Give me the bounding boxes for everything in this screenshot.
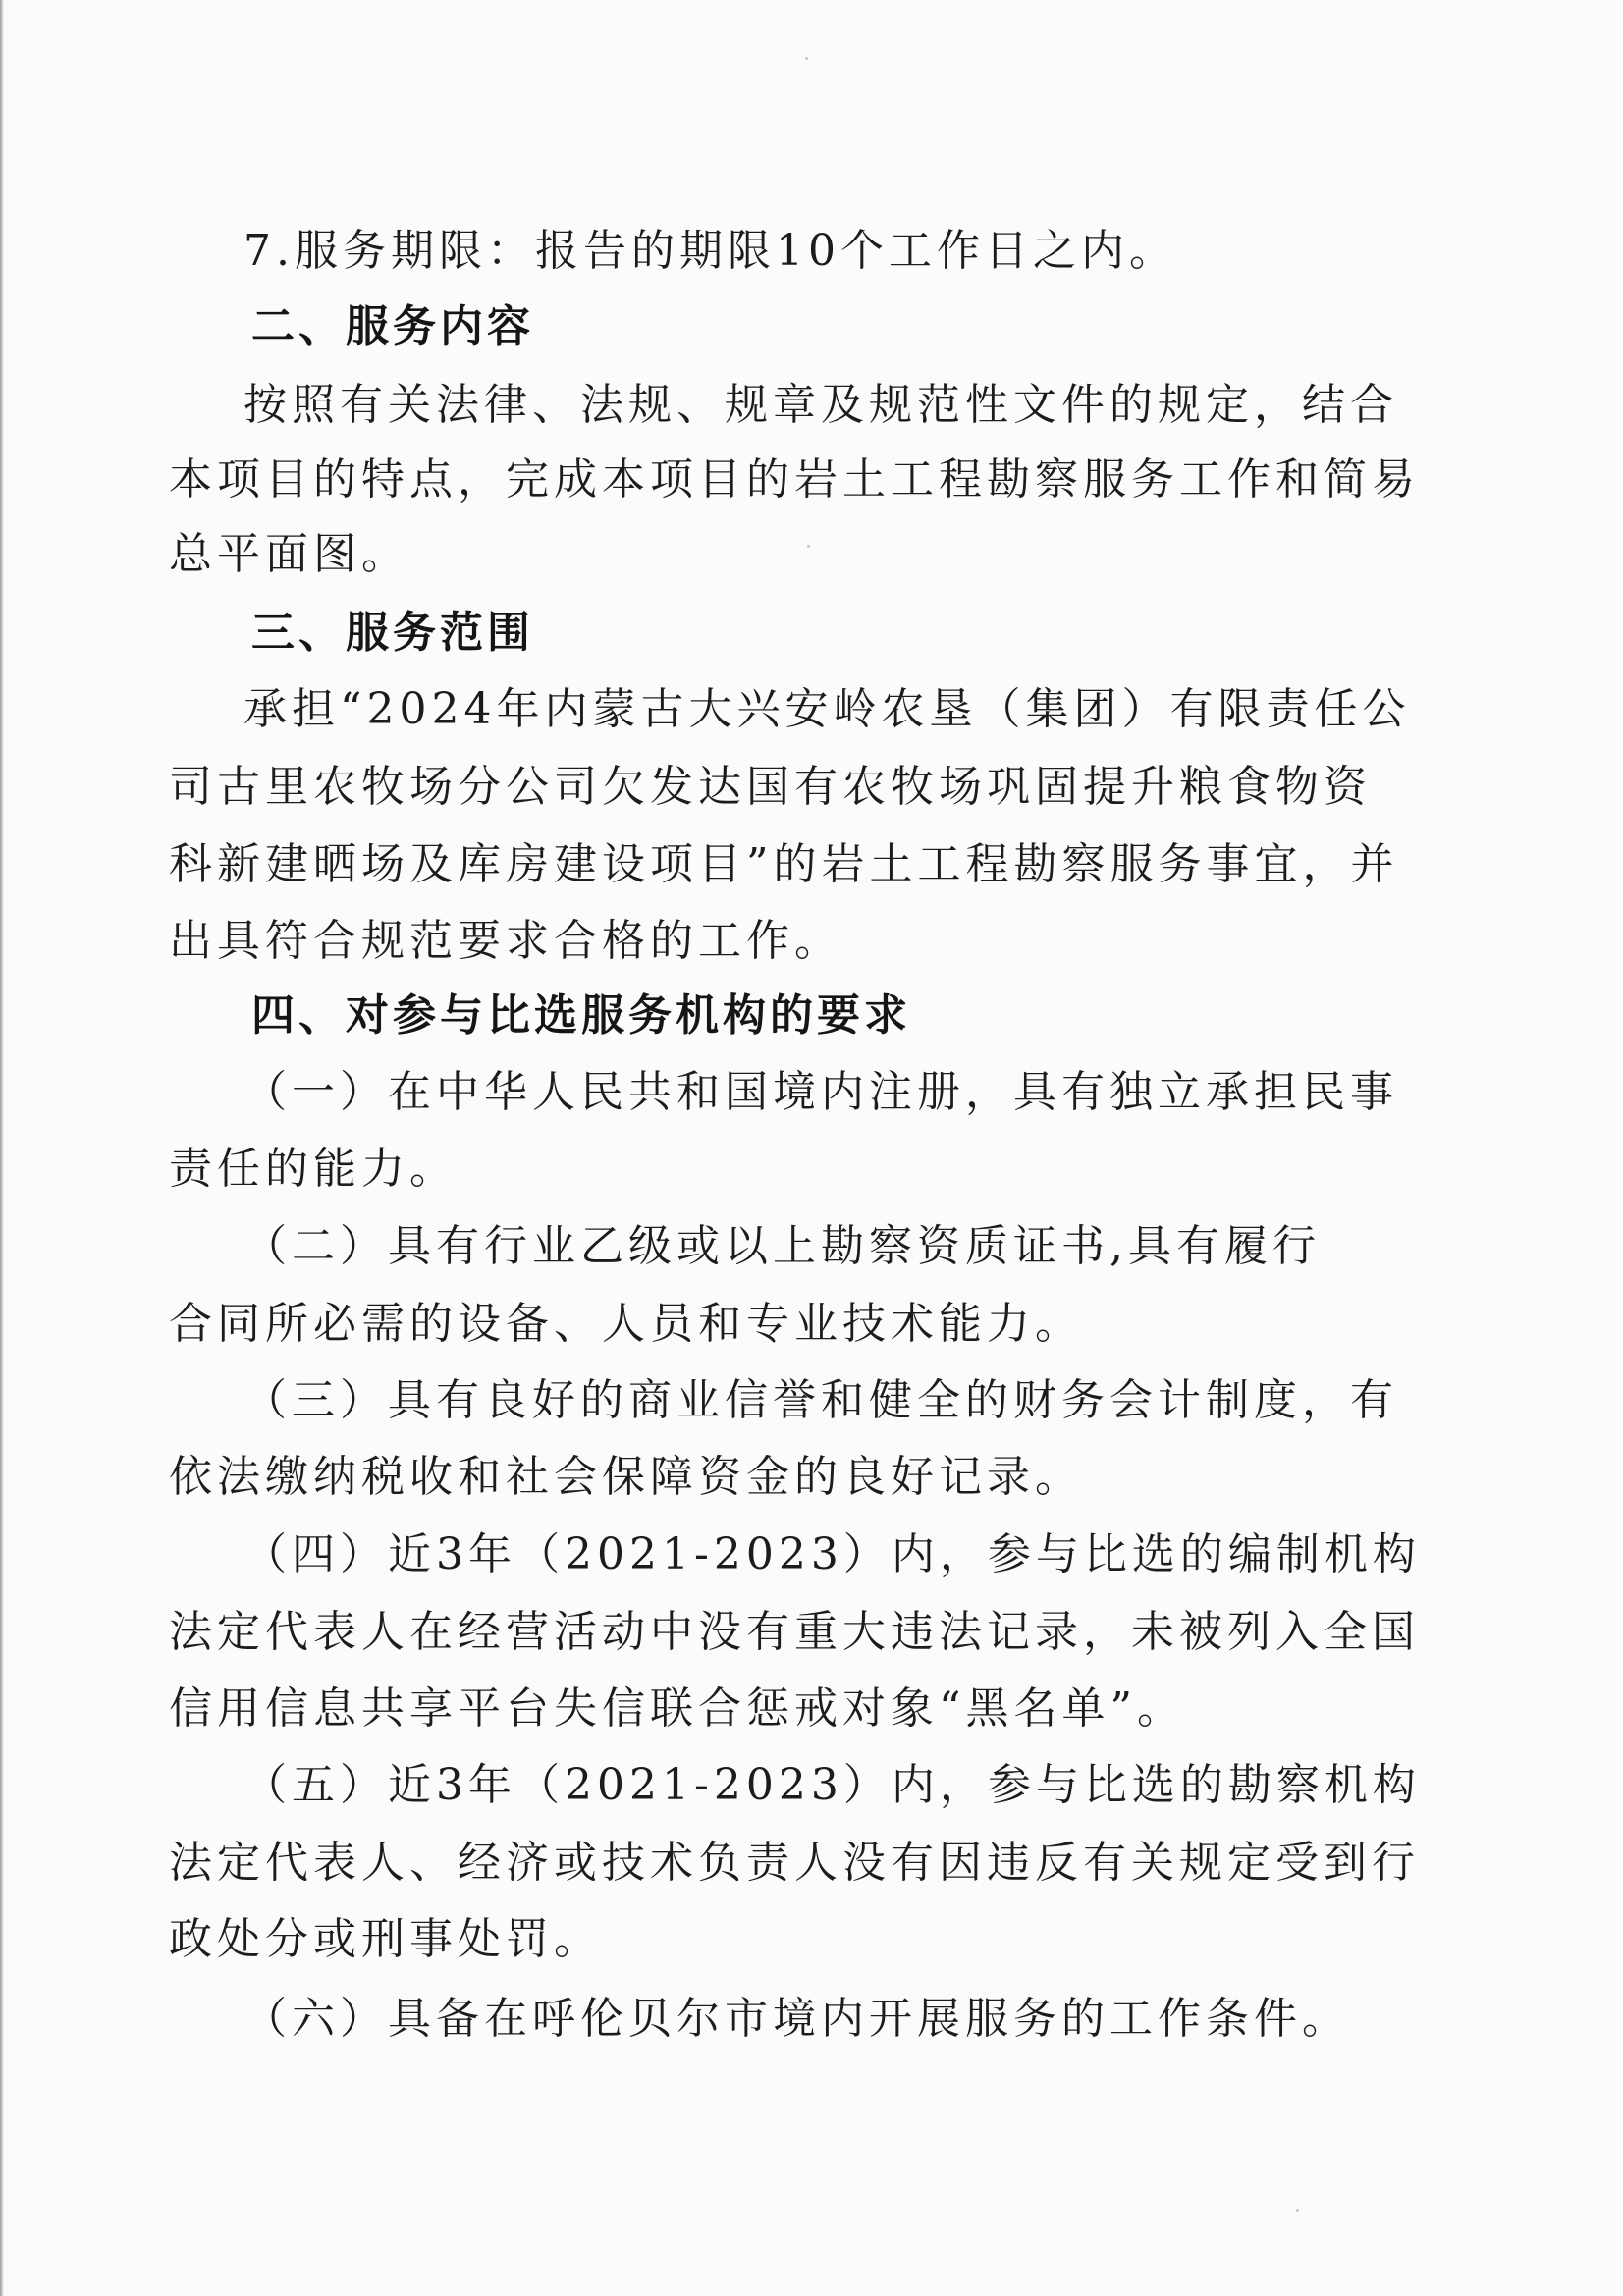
paragraph-line: 出具符合规范要求合格的工作。 xyxy=(169,916,842,966)
section-heading: 二、服务内容 xyxy=(251,301,534,351)
paragraph-line: 信用信息共享平台失信联合惩戒对象“黑名单”。 xyxy=(169,1683,1185,1734)
paragraph-line: 司古里农牧场分公司欠发达国有农牧场巩固提升粮食物资 xyxy=(169,762,1372,812)
paragraph-line: 政处分或刑事处罚。 xyxy=(169,1914,602,1964)
paragraph-line: 总平面图。 xyxy=(169,529,409,579)
paragraph-line: 本项目的特点，完成本项目的岩土工程勘察服务工作和简易 xyxy=(169,454,1420,505)
paragraph-line: 责任的能力。 xyxy=(169,1144,458,1194)
scan-edge xyxy=(0,0,4,2296)
paragraph-line: 按照有关法律、法规、规章及规范性文件的规定，结合 xyxy=(243,380,1398,430)
paragraph-line: （二）具有行业乙级或以上勘察资质证书,具有履行 xyxy=(243,1221,1321,1271)
paragraph-line: （六）具备在呼伦贝尔市境内开展服务的工作条件。 xyxy=(243,1994,1350,2044)
section-heading: 四、对参与比选服务机构的要求 xyxy=(251,990,911,1041)
paragraph-line: 合同所必需的设备、人员和专业技术能力。 xyxy=(169,1299,1083,1349)
paragraph-line: （五）近3年（2021-2023）内，参与比选的勘察机构 xyxy=(243,1760,1421,1810)
scan-speck xyxy=(1296,2209,1299,2212)
paragraph-line: （四）近3年（2021-2023）内，参与比选的编制机构 xyxy=(243,1529,1421,1579)
paragraph-line: （一）在中华人民共和国境内注册，具有独立承担民事 xyxy=(243,1067,1398,1117)
paragraph-line: 7.服务期限：报告的期限10个工作日之内。 xyxy=(243,226,1177,276)
paragraph-line: 法定代表人在经营活动中没有重大违法记录，未被列入全国 xyxy=(169,1607,1420,1657)
paragraph-line: 法定代表人、经济或技术负责人没有因违反有关规定受到行 xyxy=(169,1838,1420,1888)
paragraph-line: 科新建晒场及库房建设项目”的岩土工程勘察服务事宜，并 xyxy=(169,839,1399,889)
section-heading: 三、服务范围 xyxy=(251,608,534,658)
scan-speck xyxy=(807,545,810,548)
paragraph-line: 承担“2024年内蒙古大兴安岭农垦（集团）有限责任公 xyxy=(243,684,1411,734)
scan-speck xyxy=(805,57,808,60)
paragraph-line: 依法缴纳税收和社会保障资金的良好记录。 xyxy=(169,1452,1083,1502)
paragraph-line: （三）具有良好的商业信誉和健全的财务会计制度，有 xyxy=(243,1375,1398,1425)
